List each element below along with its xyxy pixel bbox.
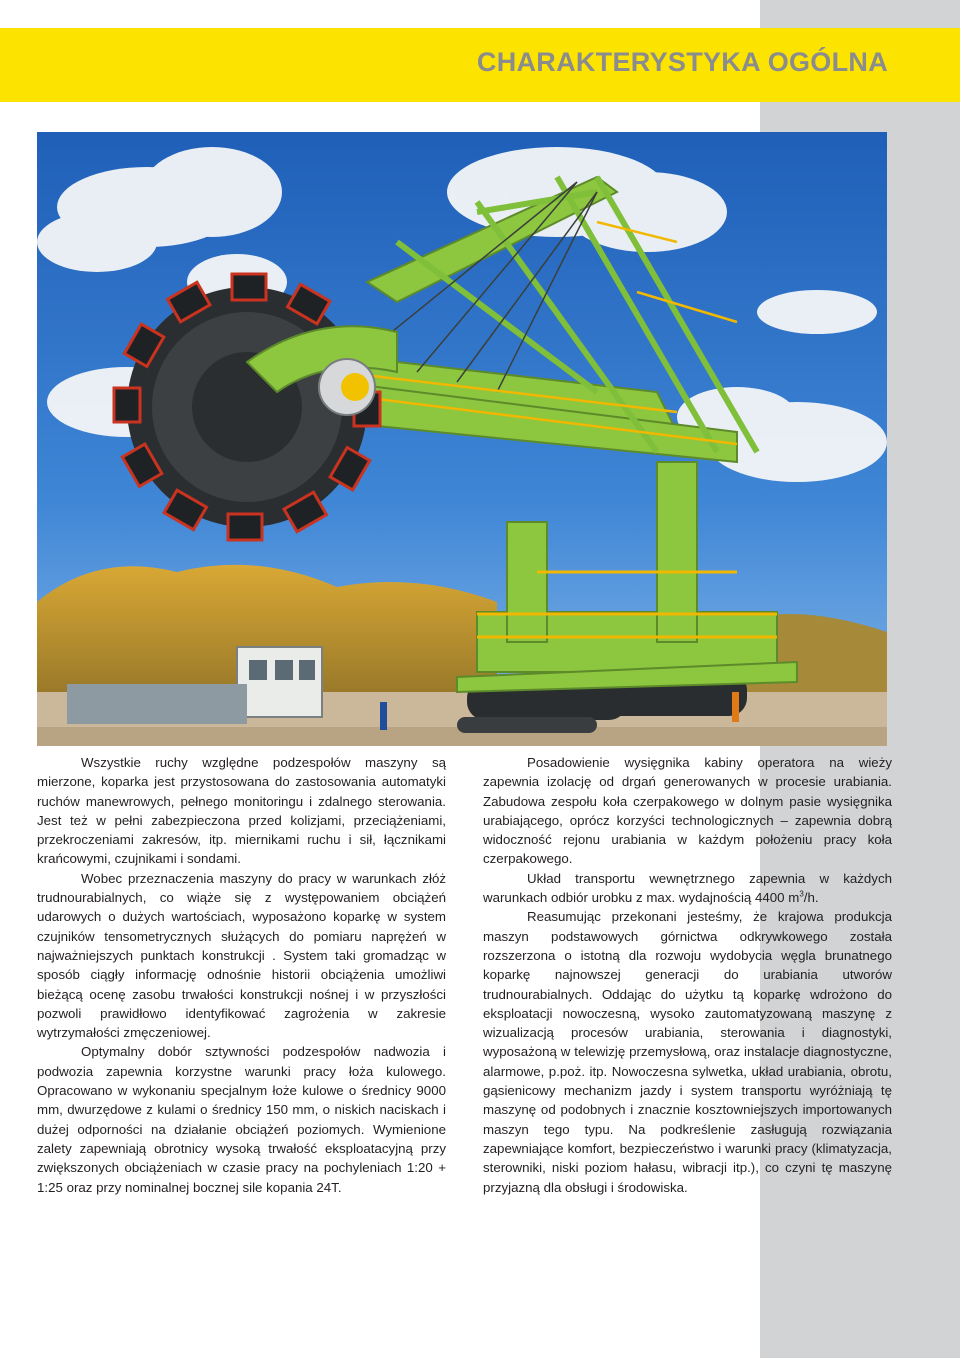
text-span: /h.	[803, 890, 819, 906]
left-text-column	[37, 753, 446, 1197]
paragraph: Optymalny dobór sztywności podzespołów nadwozia i podwozia zapewnia korzystne warunki pracy łoża kulowego. Opracowano w wykonaniu specjalnym łoże kulowe o średnicy 9000 mm, dwurzędowe z kulami o średnicy 150 mm, o niskich naciskach i dużej odporności na działanie obciążeń poziomych. Wymienione zalety zapewniają obrotnicy wysoką trwałość eksploatacyjną przy zwiększonych obciążeniach w czasie pracy na pochyleniach 1:20 + 1:25 oraz przy nominalnej bocznej sile kopania 24T.	[37, 1044, 446, 1195]
paragraph: Wszystkie ruchy względne podzespołów maszyny są mierzone, koparka jest przystosowana do zastosowania automatyki ruchów manewrowych, pełnego monitoringu i zdalnego sterowania. Jest też w pełni zabezpieczona przed kolizjami, przeciążeniami, przekroczeniami zakresów, itp. miernikami ruchu i sił, łącznikami krańcowymi, czujnikami i sondami.	[37, 755, 446, 867]
paragraph: Wobec przeznaczenia maszyny do pracy w warunkach złóż trudnourabialnych, co wiąże się z występowaniem obciążeń udarowych o dużych wartościach, wyposażono koparkę w system czujników tensometrycznych służących do pomiaru naprężeń w najważniejszych punktach konstrukcji . System taki gromadząc w sposób ciągły informację odnośnie historii obciążenia umożliwi bieżącą ocenę zasobu trwałości konstrukcji nośnej i w przyszłości pozwoli prawidłowo identyfikować zagrożenia w zakresie wytrzymałości zmęczeniowej.	[37, 870, 446, 1041]
paragraph-capacity	[483, 869, 892, 908]
paragraph: Posadowienie wysięgnika kabiny operatora na wieży zapewnia izolację od drgań generowanych w procesie urabiania. Zabudowa zespołu koła czerpakowego w dolnym pasie wysięgnika urabiającego, oprócz korzyści technologicznych – zapewnia dobrą widoczność rejonu urabiania w każdym położeniu pracy koła czerpakowego.	[483, 755, 892, 867]
text-span: Układ transportu wewnętrznego zapewnia w każdych warunkach odbiór urobku z max. wydajnością 4400 m	[483, 870, 892, 906]
bucket-wheel-excavator-photo	[37, 132, 887, 746]
superscript: 3	[799, 889, 804, 899]
paragraph: Reasumując przekonani jesteśmy, że krajowa produkcja maszyn podstawowych górnictwa odkrywkowego została rozszerzona o istotną dla rozwoju wydobycia węgla brunatnego koparkę najnowszej generacji do urabiania utworów trudnourabialnych. Oddając do użytku tą koparkę wdrożono do eksploatacji nowoczesną, wysoko zautomatyzowaną maszynę z wizualizacją procesów urabiania, sterowania i diagnostyki, wyposażoną w telewizję przemysłową, oraz instalacje diagnostyczne, alarmowe, p.poż. itp. Nowoczesna sylwetka, układ urabiania, obrotu, gąsienicowy mechanizm jazdy i system transportu wyróżniają tę maszynę od podobnych i znacznie kosztowniejszych importowanych maszyn tego typu. Na podkreślenie zasługują rozwiązania zapewniające komfort, bezpieczeństwo i warunki pracy (klimatyzacja, sterowniki, niski poziom hałasu, wibracji itp.), co czyni tę maszynę przyjazną dla obsługi i środowiska.	[483, 909, 892, 1195]
page-title: CHARAKTERYSTYKA OGÓLNA	[476, 47, 888, 77]
right-text-column	[483, 753, 892, 1197]
